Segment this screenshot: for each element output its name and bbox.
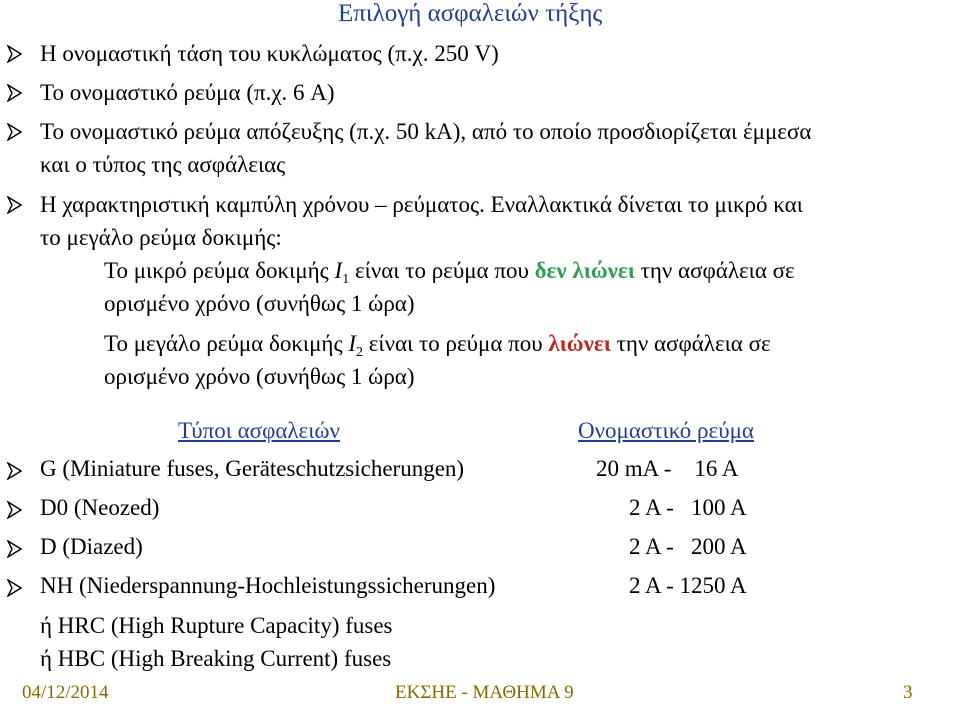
small-current-symbol: I [334,258,343,283]
large-test-current-line1 [104,331,771,360]
bullet-breaking-current-line1: Το ονομαστικό ρεύμα απόζευξης (π.χ. 50 kA), από το οποίο προσδιορίζεται έμμεσα [40,119,812,144]
large-current-suffix: την ασφάλεια σε [610,331,771,356]
fuse-range-nh: 2 A - 1250 A [629,573,747,598]
bullet-breaking-current-line2: και ο τύπος της ασφάλειας [40,152,286,177]
fuse-type-nh: NH (Niederspannung-Hochleistungssicherungen) [40,573,496,598]
bullet-rated-current: Το ονομαστικό ρεύμα (π.χ. 6 A) [40,80,335,105]
arrowhead-bullet-icon [7,45,22,63]
large-current-symbol: I [348,331,356,356]
arrowhead-bullet-icon [7,462,22,480]
arrowhead-bullet-icon [7,196,22,214]
arrowhead-bullet-icon [7,501,22,519]
small-current-highlight: δεν λιώνει [534,258,635,283]
bullet-time-current-line2: το μεγάλο ρεύμα δοκιμής: [40,225,282,250]
small-current-middle: είναι το ρεύμα που [349,258,535,283]
fuse-type-g: G (Miniature fuses, Geräteschutzsicherungen) [40,456,465,481]
bullet-rated-voltage: Η ονομαστική τάση του κυκλώματος (π.χ. 250 V) [40,41,499,66]
bullet-time-current-line1: Η χαρακτηριστική καμπύλη χρόνου – ρεύματος. Εναλλακτικά δίνεται το μικρό και [40,192,803,217]
footer-page-number: 3 [903,682,913,703]
arrowhead-bullet-icon [7,579,22,597]
fuse-range-g: 20 mA - 16 A [596,456,739,481]
large-test-current-line2: ορισμένο χρόνο (συνήθως 1 ώρα) [104,364,415,389]
fuse-range-d: 2 A - 200 A [629,534,747,559]
slide-title: Επιλογή ασφαλειών τήξης [338,0,603,27]
footer-course: ΕΚΣΗΕ - ΜΑΘΗΜΑ 9 [395,682,574,703]
arrowhead-bullet-icon [7,123,22,141]
rated-current-header: Ονομαστικό ρεύμα [578,418,754,443]
arrowhead-bullet-icon [7,540,22,558]
small-current-subscript: 1 [342,272,350,287]
small-current-suffix: την ασφάλεια σε [634,258,795,283]
arrowhead-bullet-icon [7,84,22,102]
small-current-prefix: Το μικρό ρεύμα δοκιμής [104,258,335,283]
fuse-types-header: Τύποι ασφαλειών [178,418,340,443]
small-test-current-line2: ορισμένο χρόνο (συνήθως 1 ώρα) [104,291,415,316]
fuse-type-d0: D0 (Neozed) [40,495,160,520]
alt-hrc-fuses: ή HRC (High Rupture Capacity) fuses [40,613,393,638]
large-current-middle: είναι το ρεύμα που [362,331,549,356]
large-current-prefix: Το μεγάλο ρεύμα δοκιμής [104,331,349,356]
alt-hbc-fuses: ή HBC (High Breaking Current) fuses [40,646,392,671]
large-current-subscript: 2 [355,345,363,360]
small-test-current-line1 [104,258,795,287]
fuse-range-d0: 2 A - 100 A [629,495,747,520]
large-current-highlight: λιώνει [548,331,611,356]
fuse-type-d: D (Diazed) [40,534,143,559]
footer-date: 04/12/2014 [22,682,109,703]
